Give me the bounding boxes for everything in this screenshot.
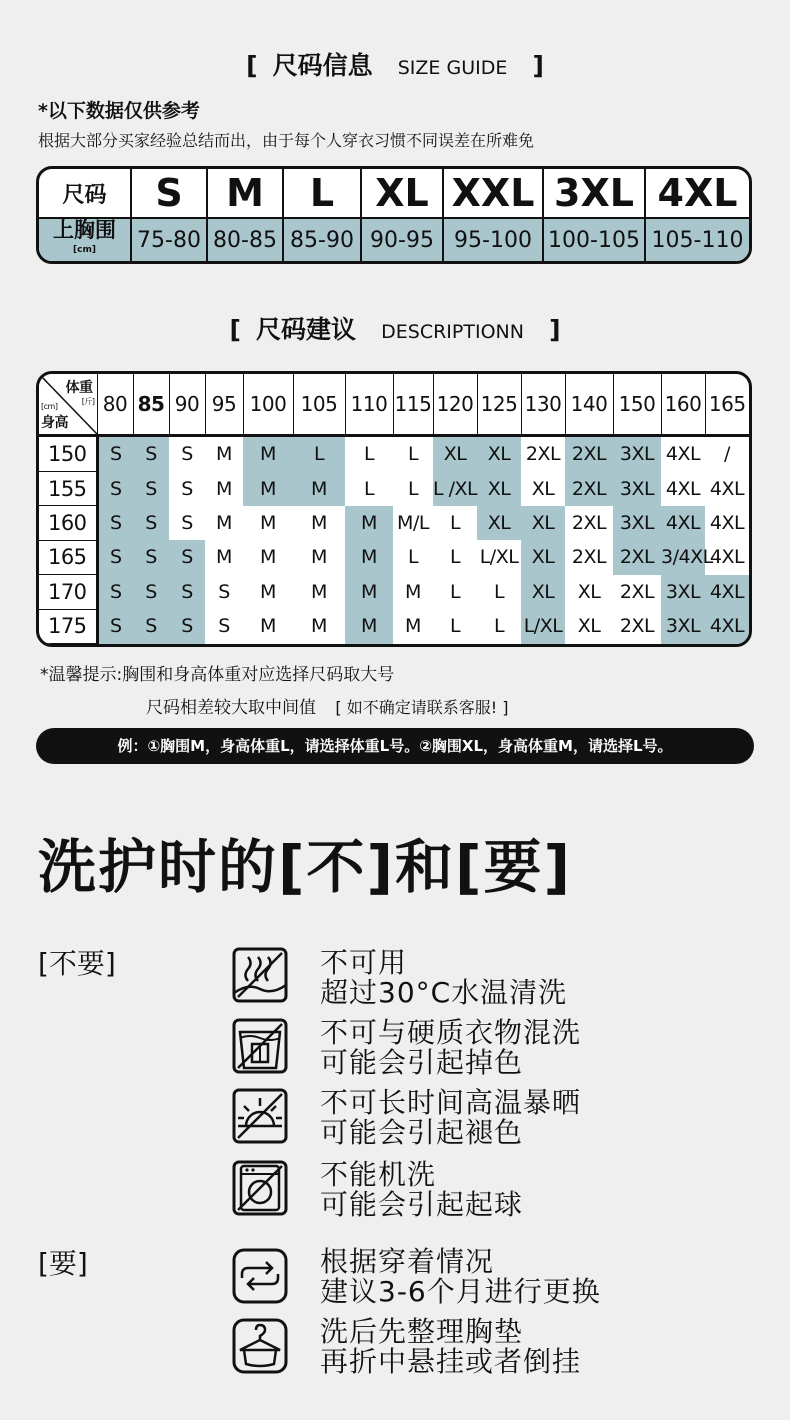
example-bar: 例：①胸围M，身高体重L，请选择体重L号。②胸围XL，身高体重M，请选择L号。: [36, 728, 754, 764]
size-recommendation-cell: L: [493, 580, 505, 603]
tip-line-2-text: 尺码相差较大取中间值: [146, 698, 316, 718]
size-recommendation-cell: S: [133, 471, 169, 505]
bust-range-cell: 90-95: [361, 218, 443, 261]
size-recommendation-cell: XL: [521, 575, 565, 609]
size-recommendation-cell: 2XL: [571, 511, 607, 534]
size-recommendation-cell: S: [181, 443, 193, 466]
size-recommendation-cell: M: [293, 471, 345, 505]
size-recommendation-cell: S: [218, 615, 230, 638]
dont-label: [不要]: [38, 947, 116, 980]
size-recommendation-cell: S: [133, 575, 169, 609]
dont-item-text: [320, 1018, 581, 1078]
size-recommendation-cell: 2XL: [565, 436, 613, 472]
size-recommendation-cell: L: [293, 436, 345, 472]
weight-header-cell: 150: [613, 374, 661, 436]
size-recommendation-cell: L: [363, 443, 375, 466]
size-recommendation-table: [36, 371, 752, 647]
replace-cycle-icon: [232, 1248, 288, 1304]
hang-dry-icon: [232, 1318, 288, 1374]
size-recommendation-cell: S: [169, 575, 205, 609]
dont-item-line1: 不可用: [320, 946, 408, 979]
size-recommendation-cell: 2XL: [565, 471, 613, 505]
size-recommendation-cell: M: [243, 436, 293, 472]
size-recommendation-cell: XL: [577, 580, 601, 603]
size-recommendation-cell: /: [724, 443, 730, 466]
size-recommendation-cell: 2XL: [613, 540, 661, 574]
size-recommendation-cell: S: [97, 575, 133, 609]
size-recommendation-cell: S: [181, 511, 193, 534]
bust-range-cell: 105-110: [645, 218, 749, 261]
tip-line-1: *温馨提示:胸围和身高体重对应选择尺码取大号: [40, 665, 395, 685]
size-recommendation-cell: XL: [477, 471, 521, 505]
size-guide-title-zh: 尺码信息: [272, 51, 373, 80]
size-recommendation-cell: M: [405, 580, 421, 603]
weight-header-cell: 165: [705, 374, 749, 436]
size-recommendation-cell: 4XL: [709, 477, 745, 500]
do-label: [要]: [38, 1247, 88, 1280]
height-row: [39, 436, 749, 472]
do-item-text: [320, 1247, 601, 1307]
size-recommendation-cell: XL: [477, 506, 521, 540]
weight-header-cell: 115: [393, 374, 433, 436]
size-cell: M: [207, 169, 283, 218]
size-recommendation-cell: S: [97, 471, 133, 505]
weight-header-cell: 100: [243, 374, 293, 436]
recommendation-title-en: DESCRIPTIONN: [381, 321, 524, 343]
size-row: [39, 169, 749, 218]
size-recommendation-cell: M: [311, 511, 327, 534]
size-recommendation-cell: XL: [577, 615, 601, 638]
corner-cell: [39, 374, 97, 436]
size-recommendation-cell: M: [311, 546, 327, 569]
tip-line-2: [146, 693, 508, 718]
size-cell: 3XL: [543, 169, 645, 218]
size-recommendation-cell: M: [260, 615, 276, 638]
size-recommendation-cell: L: [407, 477, 419, 500]
size-recommendation-cell: 2XL: [571, 546, 607, 569]
size-recommendation-cell: M/L: [397, 511, 429, 534]
size-recommendation-cell: M: [260, 546, 276, 569]
size-recommendation-cell: S: [133, 506, 169, 540]
size-recommendation-cell: S: [218, 580, 230, 603]
size-recommendation-cell: M: [345, 609, 393, 644]
bust-range-cell: 85-90: [283, 218, 361, 261]
bust-range-cell: 95-100: [443, 218, 543, 261]
size-recommendation-cell: S: [97, 609, 133, 644]
tip-line-2-bracket: [ 如不确定请联系客服! ]: [335, 698, 509, 717]
bracket-right: ]: [532, 51, 544, 80]
weight-header-cell: 90: [169, 374, 205, 436]
size-recommendation-cell: L: [449, 580, 461, 603]
size-recommendation-cell: L: [449, 546, 461, 569]
size-recommendation-cell: 4XL: [709, 511, 745, 534]
do-item-text: [320, 1317, 581, 1377]
size-recommendation-cell: S: [169, 540, 205, 574]
bust-row-label: [39, 218, 131, 261]
size-guide-title: [0, 46, 790, 82]
height-header-cell: 155: [39, 471, 97, 505]
size-recommendation-cell: S: [97, 506, 133, 540]
corner-weight-label: 体重: [65, 380, 93, 396]
bust-range-cell: 75-80: [131, 218, 207, 261]
bust-range-cell: 100-105: [543, 218, 645, 261]
corner-unit-cm: [cm]: [41, 402, 58, 411]
size-recommendation-cell: M: [260, 580, 276, 603]
size-recommendation-cell: 4XL: [661, 506, 705, 540]
size-recommendation-cell: 3XL: [613, 506, 661, 540]
size-recommendation-cell: L/XL: [479, 546, 519, 569]
size-recommendation-cell: L: [407, 443, 419, 466]
size-recommendation-cell: 4XL: [665, 443, 701, 466]
do-item-line1: 根据穿着情况: [320, 1245, 495, 1278]
weight-header-row: [39, 374, 749, 436]
dont-item-line2: 可能会引起起球: [320, 1188, 524, 1221]
height-header-cell: 175: [39, 609, 97, 644]
note-title: *以下数据仅供参考: [38, 100, 200, 122]
size-recommendation-cell: M: [216, 546, 232, 569]
height-header-cell: 165: [39, 540, 97, 574]
size-cell: XXL: [443, 169, 543, 218]
weight-header-cell: 130: [521, 374, 565, 436]
weight-header-cell: 85: [133, 374, 169, 436]
size-recommendation-cell: 2XL: [525, 443, 561, 466]
size-recommendation-cell: L: [407, 546, 419, 569]
size-cell: S: [131, 169, 207, 218]
size-recommendation-cell: M: [311, 615, 327, 638]
no-mixed-wash-icon: [232, 1018, 288, 1074]
size-guide-table: [36, 166, 752, 264]
dont-item-line1: 不可与硬质衣物混洗: [320, 1016, 582, 1049]
bust-unit: [cm]: [73, 245, 96, 255]
height-row: [39, 609, 749, 644]
do-item-line2: 建议3-6个月进行更换: [320, 1275, 601, 1308]
corner-unit-jin: [斤]: [81, 397, 95, 406]
no-hot-water-icon: [232, 947, 288, 1003]
size-recommendation-cell: M: [345, 575, 393, 609]
size-recommendation-cell: S: [97, 540, 133, 574]
size-recommendation-cell: S: [97, 436, 133, 472]
bust-label: 上胸围: [53, 218, 116, 242]
size-recommendation-cell: 3XL: [661, 575, 705, 609]
size-recommendation-cell: M: [216, 443, 232, 466]
size-recommendation-cell: L/XL: [521, 609, 565, 644]
height-row: [39, 575, 749, 609]
care-title: 洗护时的[不]和[要]: [38, 833, 573, 901]
size-recommendation-cell: 4XL: [705, 609, 749, 644]
weight-header-cell: 140: [565, 374, 613, 436]
dont-item-line2: 超过30°C水温清洗: [320, 976, 568, 1009]
size-recommendation-cell: L: [449, 511, 461, 534]
bust-range-cell: 80-85: [207, 218, 283, 261]
size-recommendation-cell: S: [133, 436, 169, 472]
size-cell: 4XL: [645, 169, 749, 218]
no-sun-exposure-icon: [232, 1088, 288, 1144]
size-recommendation-cell: M: [311, 580, 327, 603]
recommendation-title: [0, 310, 790, 346]
do-item-line1: 洗后先整理胸垫: [320, 1315, 524, 1348]
size-recommendation-cell: 3XL: [661, 609, 705, 644]
size-recommendation-cell: 3/4XL: [661, 540, 705, 574]
weight-header-cell: 125: [477, 374, 521, 436]
dont-item-line1: 不可长时间高温暴晒: [320, 1086, 582, 1119]
size-recommendation-cell: 2XL: [619, 580, 655, 603]
size-recommendation-cell: XL: [521, 506, 565, 540]
size-recommendation-cell: L: [363, 477, 375, 500]
note-body: 根据大部分买家经验总结而出，由于每个人穿衣习惯不同误差在所难免: [38, 131, 535, 150]
bracket-left: [: [229, 315, 241, 344]
size-cell: XL: [361, 169, 443, 218]
size-recommendation-cell: L: [493, 615, 505, 638]
size-recommendation-cell: XL: [521, 540, 565, 574]
height-row: [39, 540, 749, 574]
size-guide-title-en: SIZE GUIDE: [397, 57, 508, 79]
size-recommendation-cell: M: [216, 511, 232, 534]
dont-item-text: [320, 1160, 523, 1220]
size-recommendation-cell: S: [181, 477, 193, 500]
dont-item-line2: 可能会引起褪色: [320, 1116, 524, 1149]
size-recommendation-cell: M: [260, 511, 276, 534]
size-recommendation-cell: XL: [433, 436, 477, 472]
height-header-cell: 170: [39, 575, 97, 609]
corner-diagonal: [39, 374, 97, 434]
size-recommendation-cell: M: [405, 615, 421, 638]
weight-header-cell: 105: [293, 374, 345, 436]
weight-header-cell: 80: [97, 374, 133, 436]
size-recommendation-cell: L /XL: [433, 471, 477, 505]
size-recommendation-cell: 4XL: [705, 575, 749, 609]
size-row-label: 尺码: [39, 169, 131, 218]
size-recommendation-cell: M: [345, 540, 393, 574]
dont-item-text: [320, 1088, 581, 1148]
dont-item-text: [320, 948, 567, 1008]
bracket-left: [: [246, 51, 258, 80]
bust-row: [39, 218, 749, 261]
height-header-cell: 150: [39, 436, 97, 472]
size-recommendation-cell: XL: [477, 436, 521, 472]
dont-item-line2: 可能会引起掉色: [320, 1046, 524, 1079]
weight-header-cell: 110: [345, 374, 393, 436]
size-recommendation-cell: S: [169, 609, 205, 644]
size-recommendation-cell: S: [133, 609, 169, 644]
size-recommendation-cell: L: [449, 615, 461, 638]
size-recommendation-cell: XL: [531, 477, 555, 500]
size-cell: L: [283, 169, 361, 218]
recommendation-title-zh: 尺码建议: [256, 315, 357, 344]
size-recommendation-cell: 3XL: [613, 471, 661, 505]
height-row: [39, 506, 749, 540]
dont-item-line1: 不能机洗: [320, 1158, 437, 1191]
size-recommendation-cell: 4XL: [709, 546, 745, 569]
do-item-line2: 再折中悬挂或者倒挂: [320, 1345, 582, 1378]
height-header-cell: 160: [39, 506, 97, 540]
no-machine-wash-icon: [232, 1160, 288, 1216]
size-recommendation-cell: M: [216, 477, 232, 500]
size-recommendation-cell: S: [133, 540, 169, 574]
size-recommendation-cell: M: [243, 471, 293, 505]
weight-header-cell: 95: [205, 374, 243, 436]
weight-header-cell: 160: [661, 374, 705, 436]
weight-header-cell: 120: [433, 374, 477, 436]
bracket-right: ]: [549, 315, 561, 344]
size-recommendation-cell: M: [345, 506, 393, 540]
corner-height-label: 身高: [41, 415, 68, 431]
size-recommendation-cell: 3XL: [613, 436, 661, 472]
height-row: [39, 471, 749, 505]
size-recommendation-cell: 2XL: [619, 615, 655, 638]
size-recommendation-cell: 4XL: [665, 477, 701, 500]
